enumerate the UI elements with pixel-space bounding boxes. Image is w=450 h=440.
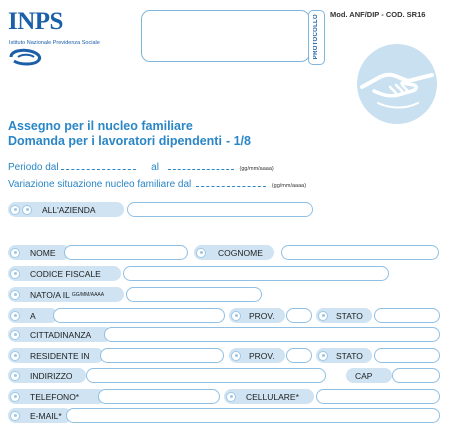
period-to-label: al bbox=[151, 162, 159, 173]
codice-fiscale-label: CODICE FISCALE bbox=[8, 266, 121, 281]
inps-logo-swoosh-icon bbox=[8, 48, 46, 66]
bullet-icon bbox=[10, 205, 20, 215]
form-subtitle: Domanda per i lavoratori dipendenti - 1/8 bbox=[8, 134, 251, 148]
variation-date-input[interactable] bbox=[196, 177, 266, 187]
variation-date-format: (gg/mm/aaaa) bbox=[271, 183, 307, 189]
protocol-stamp-area bbox=[141, 10, 310, 62]
azienda-input[interactable] bbox=[127, 202, 313, 217]
bullet-icon bbox=[22, 205, 32, 215]
form-title: Assegno per il nucleo familiare bbox=[8, 119, 193, 133]
bullet-icon bbox=[10, 290, 20, 300]
variation-label: Variazione situazione nucleo familiare dal bbox=[8, 179, 192, 190]
residente-in-label: RESIDENTE IN bbox=[8, 348, 104, 363]
codice-fiscale-input[interactable] bbox=[123, 266, 389, 281]
bullet-icon bbox=[226, 392, 236, 402]
bullet-icon bbox=[10, 371, 20, 381]
prov-nascita-label: PROV. bbox=[229, 308, 285, 323]
cognome-label: COGNOME bbox=[194, 245, 274, 260]
stato-nascita-input[interactable] bbox=[374, 308, 440, 323]
cittadinanza-input[interactable] bbox=[104, 327, 440, 342]
cellulare-label: CELLULARE* bbox=[224, 389, 314, 404]
bullet-icon bbox=[10, 311, 20, 321]
cognome-input[interactable] bbox=[281, 245, 439, 260]
bullet-icon bbox=[231, 311, 241, 321]
stato-residenza-input[interactable] bbox=[374, 348, 440, 363]
page-indicator: - 1/8 bbox=[225, 134, 251, 148]
indirizzo-input[interactable] bbox=[86, 368, 326, 383]
prov-residenza-input[interactable] bbox=[286, 348, 312, 363]
nato-il-label: NATO/A IL GG/MM/AAAA bbox=[8, 287, 124, 302]
period-date-format: (gg/mm/aaaa) bbox=[239, 166, 274, 172]
form-code: Mod. ANF/DIP - COD. SR16 bbox=[330, 10, 426, 19]
bullet-icon bbox=[10, 248, 20, 258]
email-input[interactable] bbox=[66, 408, 440, 423]
indirizzo-label: INDIRIZZO bbox=[8, 368, 86, 383]
residente-in-input[interactable] bbox=[100, 348, 224, 363]
bullet-icon bbox=[10, 411, 20, 421]
prov-residenza-label: PROV. bbox=[229, 348, 285, 363]
variation-row bbox=[8, 177, 306, 190]
azienda-label: ALL'AZIENDA bbox=[8, 202, 124, 217]
handshake-emblem-icon bbox=[356, 43, 438, 125]
inps-logo-text: INPS bbox=[8, 8, 63, 35]
stato-residenza-label: STATO bbox=[316, 348, 372, 363]
bullet-icon bbox=[318, 311, 328, 321]
period-from-input[interactable] bbox=[61, 160, 136, 170]
bullet-icon bbox=[196, 248, 206, 258]
period-to-input[interactable] bbox=[168, 160, 234, 170]
bullet-icon bbox=[10, 269, 20, 279]
prov-nascita-input[interactable] bbox=[286, 308, 312, 323]
bullet-icon bbox=[318, 351, 328, 361]
period-from-label: Periodo dal bbox=[8, 162, 59, 173]
nome-input[interactable] bbox=[64, 245, 188, 260]
period-row bbox=[8, 160, 274, 173]
cellulare-input[interactable] bbox=[316, 389, 440, 404]
luogo-nascita-label: A bbox=[8, 308, 58, 323]
nato-il-input[interactable] bbox=[126, 287, 262, 302]
bullet-icon bbox=[10, 392, 20, 402]
telefono-label: TELEFONO* bbox=[8, 389, 106, 404]
email-label: E-MAIL* bbox=[8, 408, 72, 423]
nome-label: NOME bbox=[8, 245, 70, 260]
luogo-nascita-input[interactable] bbox=[53, 308, 225, 323]
bullet-icon bbox=[10, 351, 20, 361]
inps-logo-subtitle: Istituto Nazionale Previdenza Sociale bbox=[9, 40, 100, 46]
stato-nascita-label: STATO bbox=[316, 308, 372, 323]
cittadinanza-label: CITTADINANZA bbox=[8, 327, 112, 342]
bullet-icon bbox=[10, 330, 20, 340]
telefono-input[interactable] bbox=[98, 389, 220, 404]
cap-label: CAP bbox=[346, 368, 392, 383]
cap-input[interactable] bbox=[392, 368, 440, 383]
bullet-icon bbox=[231, 351, 241, 361]
protocol-label: PROTOCOLLO bbox=[312, 13, 319, 60]
